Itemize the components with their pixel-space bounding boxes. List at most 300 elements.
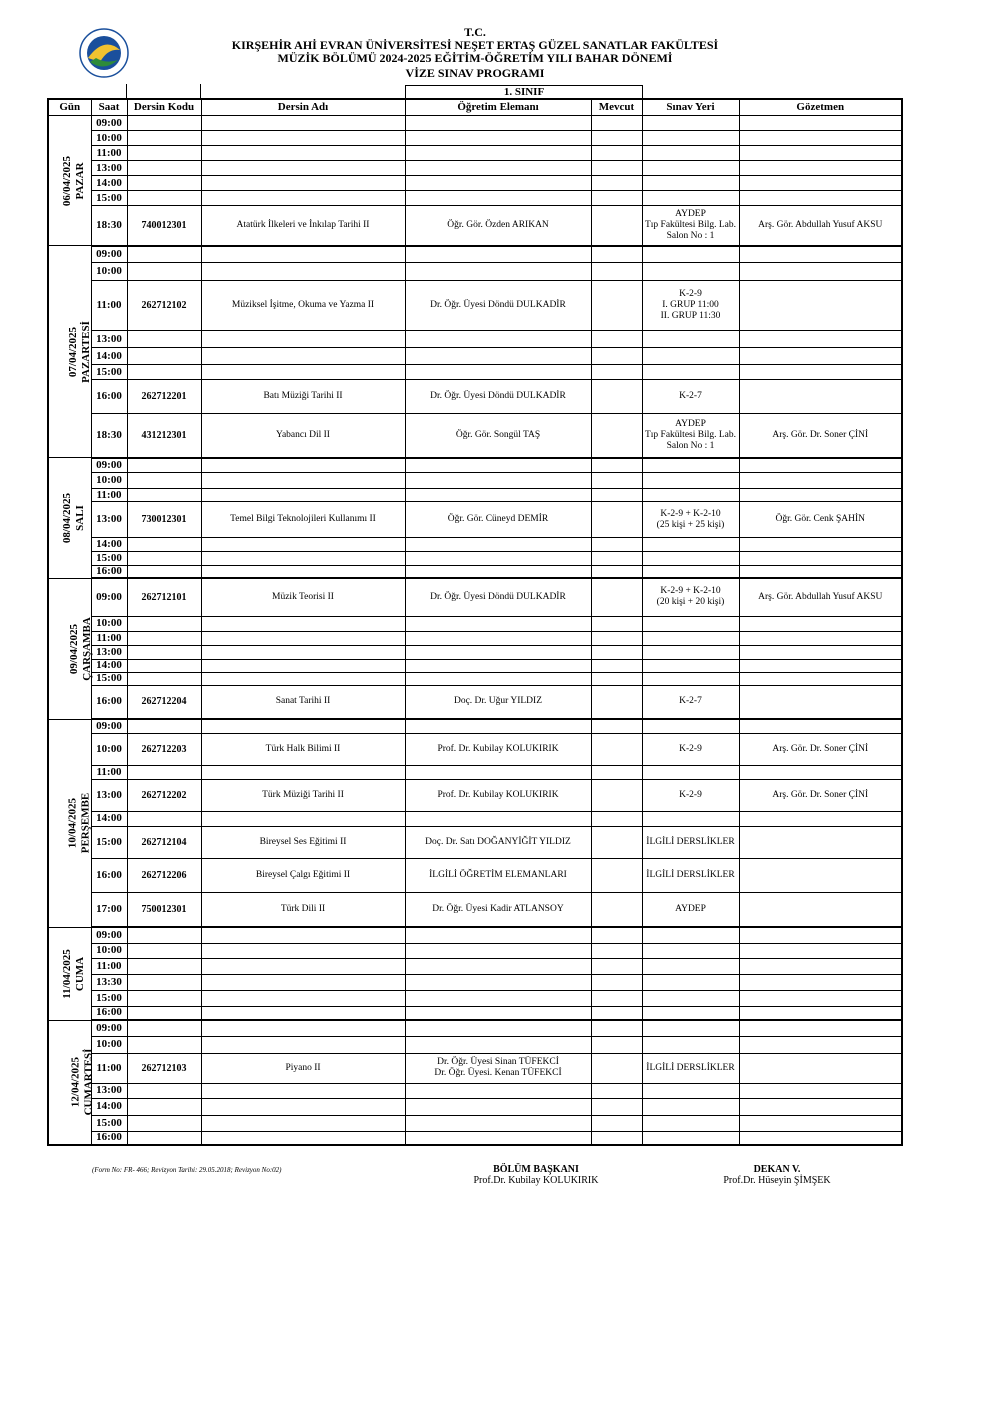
table-row: [48, 974, 902, 990]
proctor-cell: [739, 927, 902, 943]
course-name-cell: [201, 733, 405, 765]
exam-room: K-2-9: [679, 789, 702, 800]
exam-room-cell: [642, 943, 739, 958]
enrollment-cell: [591, 552, 642, 566]
exam-time: 10:00: [96, 131, 122, 144]
exam-time: 09:00: [96, 590, 122, 603]
course-name-cell: [201, 927, 405, 943]
course-name: Bireysel Ses Eğitimi II: [259, 836, 347, 847]
table-row: [48, 161, 902, 176]
lecturer-cell: [405, 958, 591, 974]
table-row: [48, 246, 902, 263]
exam-time: 11:00: [96, 765, 122, 778]
enrollment-cell: [591, 331, 642, 348]
dean-title: DEKAN V.: [753, 1164, 801, 1175]
proctor-cell: [739, 733, 902, 765]
exam-room-cell: [642, 578, 739, 616]
exam-room-cell: [642, 489, 739, 502]
proctor-cell: [739, 263, 902, 281]
exam-time-cell: [91, 176, 127, 191]
enrollment-cell: [591, 1020, 642, 1036]
proctor-cell: [739, 943, 902, 958]
exam-time: 13:00: [96, 332, 122, 345]
column-header: Gözetmen: [739, 99, 902, 116]
course-name-cell: [201, 672, 405, 685]
exam-room-cell: [642, 719, 739, 733]
exam-room: K-2-9 + K-2-10: [660, 508, 721, 519]
proctor-cell: [739, 1115, 902, 1131]
proctor-cell: [739, 473, 902, 489]
exam-room-cell: [642, 380, 739, 414]
day-name: CUMARTESİ: [82, 1048, 95, 1116]
course-code-cell: [127, 566, 201, 579]
column-header: Dersin Kodu: [127, 99, 201, 116]
enrollment-cell: [591, 1083, 642, 1098]
exam-time: 09:00: [96, 458, 122, 471]
exam-time: 10:00: [96, 265, 122, 277]
exam-room-cell: [642, 161, 739, 176]
exam-time: 13:30: [96, 975, 122, 988]
table-header-row: [48, 99, 902, 116]
course-name-cell: [201, 414, 405, 458]
day-label: [61, 493, 87, 543]
course-code-cell: [127, 1115, 201, 1131]
enrollment-cell: [591, 645, 642, 659]
course-code-cell: [127, 672, 201, 685]
proctor-cell: [739, 191, 902, 206]
enrollment-cell: [591, 161, 642, 176]
table-row: [48, 990, 902, 1006]
frame-line: [126, 84, 127, 98]
exam-time-cell: [91, 631, 127, 645]
course-code-cell: [127, 263, 201, 281]
enrollment-cell: [591, 489, 642, 502]
exam-room: AYDEP: [675, 903, 706, 914]
table-row: [48, 779, 902, 811]
table-row: [48, 826, 902, 858]
exam-time-cell: [91, 811, 127, 826]
exam-room: İLGİLİ DERSLİKLER: [646, 869, 735, 880]
proctor-cell: [739, 566, 902, 579]
table-row: [48, 348, 902, 365]
exam-room-cell: [642, 958, 739, 974]
proctor-cell: [739, 281, 902, 331]
table-row: [48, 331, 902, 348]
course-name-cell: [201, 552, 405, 566]
course-code-cell: [127, 246, 201, 263]
course-name-cell: [201, 566, 405, 579]
lecturer-cell: [405, 645, 591, 659]
proctor-cell: [739, 348, 902, 365]
table-row: [48, 1115, 902, 1131]
exam-room-cell: [642, 365, 739, 380]
enrollment-cell: [591, 943, 642, 958]
proctor: Arş. Gör. Dr. Soner ÇİNİ: [772, 429, 869, 440]
proctor-cell: [739, 779, 902, 811]
lecturer-cell: [405, 473, 591, 489]
exam-time: 14:00: [96, 812, 122, 824]
course-code: 262712202: [141, 789, 187, 801]
dean-name: Prof.Dr. Hüseyin ŞİMŞEK: [723, 1175, 831, 1186]
header-tc: T.C.: [464, 25, 486, 39]
exam-time-cell: [91, 348, 127, 365]
course-code-cell: [127, 348, 201, 365]
exam-time-cell: [91, 974, 127, 990]
course-name: Atatürk İlkeleri ve İnkılap Tarihi II: [236, 219, 370, 230]
course-code-cell: [127, 958, 201, 974]
lecturer-cell: [405, 974, 591, 990]
table-row: [48, 733, 902, 765]
course-name-cell: [201, 974, 405, 990]
course-name: Sanat Tarihi II: [275, 696, 331, 707]
lecturer: Dr. Öğr. Üyesi Sinan TÜFEKCİ: [437, 1057, 559, 1067]
enrollment-cell: [591, 892, 642, 927]
exam-room-cell: [642, 1131, 739, 1145]
exam-time: 16:00: [96, 695, 122, 708]
exam-room: Tıp Fakültesi Bilg. Lab.: [644, 219, 737, 230]
lecturer-cell: [405, 191, 591, 206]
lecturer-cell: [405, 1020, 591, 1036]
enrollment-cell: [591, 1131, 642, 1145]
course-code-cell: [127, 1036, 201, 1053]
exam-room-cell: [642, 892, 739, 927]
proctor-cell: [739, 685, 902, 719]
enrollment-cell: [591, 131, 642, 146]
lecturer-cell: [405, 733, 591, 765]
proctor-cell: [739, 552, 902, 566]
course-name-cell: [201, 858, 405, 892]
exam-time: 11:00: [96, 146, 122, 159]
course-code: 431212301: [141, 429, 187, 441]
table-row: [48, 616, 902, 631]
exam-time: 16:00: [96, 1006, 122, 1019]
lecturer-cell: [405, 765, 591, 779]
exam-time: 09:00: [96, 928, 122, 941]
lecturer-cell: [405, 719, 591, 733]
enrollment-cell: [591, 616, 642, 631]
exam-room-cell: [642, 1020, 739, 1036]
exam-room-cell: [642, 672, 739, 685]
exam-time: 18:30: [96, 428, 122, 441]
enrollment-cell: [591, 263, 642, 281]
course-name-cell: [201, 458, 405, 473]
lecturer-cell: [405, 616, 591, 631]
exam-time-cell: [91, 1115, 127, 1131]
day-label: [67, 321, 93, 383]
exam-room-cell: [642, 645, 739, 659]
proctor-cell: [739, 1083, 902, 1098]
exam-room-cell: [642, 1098, 739, 1115]
proctor-cell: [739, 990, 902, 1006]
course-code-cell: [127, 489, 201, 502]
exam-room: K-2-9 + K-2-10: [660, 586, 721, 597]
enrollment-cell: [591, 811, 642, 826]
lecturer-cell: [405, 281, 591, 331]
course-name-cell: [201, 263, 405, 281]
enrollment-cell: [591, 719, 642, 733]
table-row: [48, 1053, 902, 1083]
proctor-cell: [739, 246, 902, 263]
lecturer-cell: [405, 1006, 591, 1020]
lecturer-cell: [405, 1083, 591, 1098]
proctor-cell: [739, 380, 902, 414]
exam-time: 09:00: [96, 1021, 122, 1034]
exam-time: 13:00: [96, 1084, 122, 1096]
exam-room-cell: [642, 263, 739, 281]
table-row: [48, 458, 902, 473]
course-name-cell: [201, 779, 405, 811]
lecturer: Dr. Öğr. Üyesi. Kenan TÜFEKCİ: [434, 1068, 562, 1078]
proctor-cell: [739, 331, 902, 348]
table-row: [48, 1131, 902, 1145]
exam-room-cell: [642, 176, 739, 191]
enrollment-cell: [591, 566, 642, 579]
day-date: 10/04/2025: [66, 797, 79, 849]
course-name-cell: [201, 1115, 405, 1131]
proctor-cell: [739, 161, 902, 176]
day-label: [66, 793, 92, 854]
exam-time-cell: [91, 502, 127, 538]
exam-time-cell: [91, 1098, 127, 1115]
course-code-cell: [127, 733, 201, 765]
lecturer-cell: [405, 348, 591, 365]
table-row: [48, 380, 902, 414]
enrollment-cell: [591, 281, 642, 331]
course-name-cell: [201, 765, 405, 779]
exam-room-cell: [642, 1006, 739, 1020]
exam-time: 14:00: [96, 349, 122, 362]
exam-time-cell: [91, 578, 127, 616]
course-code-cell: [127, 116, 201, 131]
course-code-cell: [127, 146, 201, 161]
course-name-cell: [201, 958, 405, 974]
lecturer: Dr. Öğr. Üyesi Döndü DULKADİR: [430, 391, 566, 401]
enrollment-cell: [591, 1098, 642, 1115]
course-code-cell: [127, 161, 201, 176]
course-code-cell: [127, 892, 201, 927]
day-cell: [48, 246, 91, 458]
proctor-cell: [739, 958, 902, 974]
enrollment-cell: [591, 1053, 642, 1083]
lecturer-cell: [405, 131, 591, 146]
course-name: Bireysel Çalgı Eğitimi II: [255, 869, 351, 880]
course-code-cell: [127, 719, 201, 733]
course-code-cell: [127, 659, 201, 672]
exam-room-cell: [642, 990, 739, 1006]
exam-room-cell: [642, 116, 739, 131]
table-row: [48, 365, 902, 380]
enrollment-cell: [591, 927, 642, 943]
lecturer: Prof. Dr. Kubilay KOLUKIRIK: [437, 743, 559, 754]
course-name-cell: [201, 246, 405, 263]
course-code-cell: [127, 927, 201, 943]
course-name-cell: [201, 161, 405, 176]
proctor-cell: [739, 719, 902, 733]
course-name: Müzik Teorisi II: [272, 591, 334, 602]
lecturer-cell: [405, 176, 591, 191]
exam-room: K-2-7: [679, 391, 702, 401]
day-label: [69, 1049, 95, 1116]
exam-time: 14:00: [96, 659, 122, 671]
course-code-cell: [127, 1098, 201, 1115]
exam-schedule-table: [47, 98, 903, 1146]
table-row: [48, 659, 902, 672]
enrollment-cell: [591, 672, 642, 685]
table-row: [48, 858, 902, 892]
table-row: [48, 263, 902, 281]
lecturer-cell: [405, 263, 591, 281]
exam-time-cell: [91, 246, 127, 263]
column-header: Dersin Adı: [201, 99, 405, 116]
course-code-cell: [127, 380, 201, 414]
course-code-cell: [127, 1131, 201, 1145]
exam-time-cell: [91, 1020, 127, 1036]
course-code-cell: [127, 1006, 201, 1020]
course-name-cell: [201, 826, 405, 858]
exam-room-cell: [642, 473, 739, 489]
proctor-cell: [739, 616, 902, 631]
exam-time: 16:00: [96, 565, 122, 577]
exam-time: 17:00: [96, 902, 122, 915]
course-code-cell: [127, 974, 201, 990]
enrollment-cell: [591, 733, 642, 765]
course-name-cell: [201, 1006, 405, 1020]
table-row: [48, 1036, 902, 1053]
lecturer-cell: [405, 1115, 591, 1131]
enrollment-cell: [591, 765, 642, 779]
lecturer-cell: [405, 927, 591, 943]
exam-time: 10:00: [96, 1038, 122, 1050]
exam-time: 10:00: [96, 944, 122, 956]
table-row: [48, 502, 902, 538]
course-name-cell: [201, 489, 405, 502]
course-name: Türk Dili II: [280, 903, 326, 914]
exam-room-cell: [642, 1115, 739, 1131]
course-name-cell: [201, 116, 405, 131]
course-code-cell: [127, 1020, 201, 1036]
lecturer: Dr. Öğr. Üyesi Döndü DULKADİR: [430, 300, 566, 310]
exam-room: (20 kişi + 20 kişi): [656, 597, 725, 608]
lecturer: Dr. Öğr. Üyesi Döndü DULKADİR: [430, 591, 566, 602]
enrollment-cell: [591, 146, 642, 161]
course-code-cell: [127, 191, 201, 206]
exam-time-cell: [91, 146, 127, 161]
exam-time: 14:00: [96, 1100, 122, 1112]
exam-time-cell: [91, 719, 127, 733]
exam-time-cell: [91, 263, 127, 281]
day-label: [61, 949, 87, 999]
lecturer: Öğr. Gör. Songül TAŞ: [455, 429, 541, 440]
exam-time: 11:00: [96, 299, 122, 311]
course-code-cell: [127, 1083, 201, 1098]
exam-time-cell: [91, 1036, 127, 1053]
proctor-cell: [739, 131, 902, 146]
course-name-cell: [201, 191, 405, 206]
table-row: [48, 892, 902, 927]
exam-room-cell: [642, 566, 739, 579]
enrollment-cell: [591, 990, 642, 1006]
table-row: [48, 765, 902, 779]
lecturer-cell: [405, 631, 591, 645]
day-cell: [48, 927, 91, 1020]
lecturer-cell: [405, 1053, 591, 1083]
course-name-cell: [201, 1020, 405, 1036]
course-name-cell: [201, 1131, 405, 1145]
lecturer-cell: [405, 685, 591, 719]
exam-room-cell: [642, 552, 739, 566]
exam-room-cell: [642, 206, 739, 246]
course-name: Müziksel İşitme, Okuma ve Yazma II: [231, 300, 375, 310]
proctor-cell: [739, 176, 902, 191]
exam-time-cell: [91, 1006, 127, 1020]
course-name: Yabancı Dil II: [276, 429, 330, 440]
course-code-cell: [127, 552, 201, 566]
exam-room-cell: [642, 458, 739, 473]
course-name: Türk Müziği Tarihi II: [262, 789, 344, 800]
exam-room: K-2-9: [679, 743, 702, 754]
lecturer-cell: [405, 779, 591, 811]
lecturer-cell: [405, 206, 591, 246]
proctor-cell: [739, 1098, 902, 1115]
course-name-cell: [201, 206, 405, 246]
exam-time: 15:00: [96, 1116, 122, 1129]
lecturer-cell: [405, 858, 591, 892]
proctor-cell: [739, 974, 902, 990]
proctor-cell: [739, 146, 902, 161]
course-code-cell: [127, 578, 201, 616]
enrollment-cell: [591, 380, 642, 414]
proctor: Arş. Gör. Abdullah Yusuf AKSU: [758, 219, 883, 230]
table-row: [48, 281, 902, 331]
course-name-cell: [201, 1053, 405, 1083]
exam-room-cell: [642, 631, 739, 645]
exam-room: Salon No : 1: [666, 230, 715, 241]
lecturer-cell: [405, 659, 591, 672]
day-cell: [48, 1020, 95, 1145]
exam-time-cell: [91, 489, 127, 502]
enrollment-cell: [591, 578, 642, 616]
exam-time-cell: [91, 659, 127, 672]
course-code-cell: [127, 538, 201, 552]
course-code-cell: [127, 685, 201, 719]
exam-time: 10:00: [96, 742, 122, 755]
exam-room-cell: [642, 974, 739, 990]
department-head-signature: [436, 1164, 636, 1186]
day-name: PERŞEMBE: [79, 792, 92, 854]
enrollment-cell: [591, 1036, 642, 1053]
day-name: CUMA: [73, 956, 86, 991]
course-name-cell: [201, 811, 405, 826]
lecturer: Dr. Öğr. Üyesi Kadir ATLANSOY: [432, 903, 564, 914]
course-code-cell: [127, 765, 201, 779]
table-row: [48, 578, 902, 616]
course-code-cell: [127, 502, 201, 538]
department-head-title: BÖLÜM BAŞKANI: [493, 1164, 579, 1175]
column-header: Saat: [91, 99, 127, 116]
course-name-cell: [201, 685, 405, 719]
table-row: [48, 206, 902, 246]
proctor-cell: [739, 458, 902, 473]
enrollment-cell: [591, 348, 642, 365]
proctor: Arş. Gör. Dr. Soner ÇİNİ: [772, 789, 869, 800]
lecturer-cell: [405, 566, 591, 579]
column-header: Öğretim Elemanı: [405, 99, 591, 116]
table-row: [48, 631, 902, 645]
exam-time-cell: [91, 566, 127, 579]
course-code-cell: [127, 176, 201, 191]
lecturer-cell: [405, 990, 591, 1006]
lecturer-cell: [405, 538, 591, 552]
